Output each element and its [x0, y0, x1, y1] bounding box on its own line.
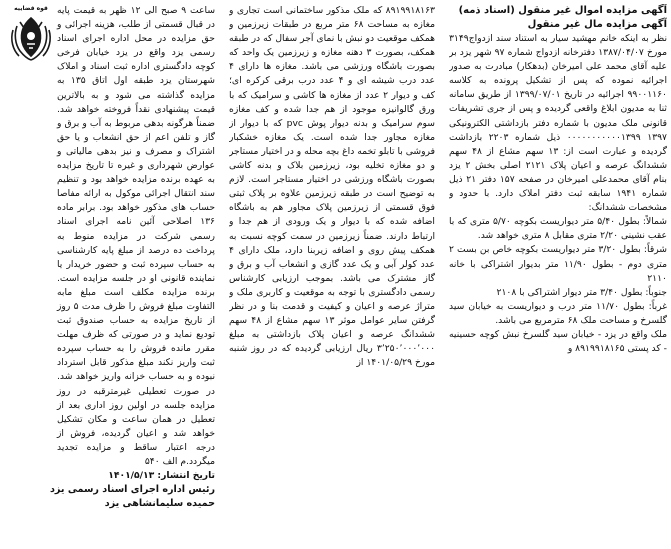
judiciary-emblem-icon: [6, 4, 56, 64]
logo-caption: قوه قضاییه: [14, 5, 48, 12]
notice-body-left: ساعت ۹ صبح الی ۱۲ ظهر به قیمت پایه در قبال قسمتی از طلب، هزینه اجرائی و حق مزایده در محل اداره اجرای اسناد رسمی یزد واقع در یزد خیابان فرخی کوچه دادگستری اداره ثبت اسناد و املاک شهرستان یزد طبقه اول اتاق ۱۳۵ به مزایده گذاشته می شود و به بالاترین قیمت پیشنهادی نقداً فروخته خواهد شد. ضمناً هرگونه بدهی مربوط به آب و برق و گاز و تلفن اعم از حق انشعاب و یا حق اشتراک و مصرف و نیز بدهی مالیاتی و عوارض شهرداری و غیره تا تاریخ مزایده به عهده برنده مزایده خواهد بود و تنظیم سند انتقال اجرائی موکول به ارائه مفاصا حساب های مذکور خواهد بود. برابر ماده ۱۳۶ اصلاحی آئین نامه اجرای اسناد رسمی شرکت در مزایده منوط به پرداخت ده درصد از مبلغ پایه کارشناسی به حساب سپرده ثبت و حضور خریدار یا نماینده قانونی او در جلسه مزایده است. برنده مزایده مکلف است مبلغ مابه التفاوت مبلغ فروش را ظرف مدت ۵ روز از تاریخ مزایده به حساب صندوق ثبت تودیع نماید و در صورتی که ظرف مهلت مقرر مانده فروش را به حساب سپرده ثبت واریز نکند مبلغ مذکور قابل استرداد نبوده و به حساب خزانه واریز خواهد شد. در صورت تعطیلی غیرمترقبه در روز مزایده جلسه در اولین روز اداری بعد از تعطیل در همان ساعت و مکان تشکیل خواهد شد و اعیان گردیده، فروش از درجه اعتبار ساقط و مزایده تجدید میگردد.م الف ۵۴۰: [57, 5, 215, 467]
signature-title: رئیس اداره اجرای اسناد رسمی یزد: [50, 484, 215, 496]
publish-date: تاریخ انتشار: ۱۴۰۱/۵/۱۳: [108, 470, 215, 482]
notice-title-1: آگهی مزایده اموال غیر منقول (اسناد ذمه): [458, 5, 667, 16]
notice-title-2: آگهی مزایده مال غیر منقول: [527, 19, 667, 30]
notice-column-middle: [229, 4, 435, 543]
notice-column-left: [3, 4, 215, 543]
notice-column-right: [449, 4, 667, 543]
notice-body-middle: ۸۹۱۹۹۱۸۱۶۳ که ملک مذکور ساختمانی است تجاری و مغازه به مساحت ۶۸ متر مربع در طبقات زیرزمین و همکف موقعیت دو نبش با نمای آجر سفال که در طبقه همکف، بصورت ۳ دهنه مغازه و زیرزمین یک واحد که بصورت باشگاه ورزشی می باشد. مغازه ها دارای ۴ عدد درب شیشه ای و ۴ عدد درب برقی کرکره ای؛ کف و دیوار ۲ عدد از مغازه ها کاشی و سرامیک که با ورق گالوانیزه موجود از هم جدا شده و کف مغازه سوم سرامیک و بدنه دیوار پوش pvc که با دیوار از مغازه مجاور جدا شده است. یک مغازه خشکبار فروشی با تابلو تخمه داغ بچه محله و در اختیار مستاجر و دو مغازه تخلیه بود، زیرزمین بلاک و بدنه کاشی بصورت باشگاه ورزشی در اختیار مستاجر است. لازم به توضیح است در طبقه زیرزمین علاوه بر پلاک ثبتی فوق قسمتی از زیرزمین پلاک مجاور هم به باشگاه اضافه شده که با دیوار و یک ورودی از هم جدا و ارتباط دارند. ضمناً زیرزمین در سمت کوچه نسبت به همکف پیش روی و اضافه زیربنا دارد، ملک دارای ۴ عدد کولر آبی و یک عدد گازی و انشعاب آب و برق و گاز مشترک می باشد. بموجب ارزیابی کارشناس رسمی دادگستری با توجه به موقعیت و کاربری ملک و متراژ عرصه و اعیان و کیفیت و قدمت بنا و در نظر گرفتن سایر عوامل موثر ۱۳ سهم مشاع از ۴۸ سهم ششدانگ عرصه و اعیان پلاک بازداشتی به مبلغ ۳٬۲۵۰٬۰۰۰٬۰۰۰ ریال ارزیابی گردیده که در روز شنبه مورخ ۱۴۰۱/۰۵/۲۹ از: [229, 5, 435, 369]
notice-body-right: نظر به اینکه خانم مهشید سیار به استناد سند ازدواج۳۱۴۹ مورخ ۱۳۸۷/۰۴/۰۷ دفترخانه ازدواج شماره ۹۷ شهر یزد بر علیه آقای محمد علی امیرخان (بدهکار) مبادرت به صدور اجرائیه نموده که پس از تشکیل پرونده به کلاسه ۹۹۰۰۱۱۶۰ اجرائیه در تاریخ ۱۳۹۹/۰۷/۰۱ از طریق سامانه ثنا به مدیون ابلاغ واقعی گردیده و پس از جری تشریفات قانونی ملک مدیون با شماره دفتر بازداشتی الکترونیکی ۱۳۹۷ ۰۰۰۰۰۰۰۰۰۰۰۱۳۹۹ ذیل شماره ۲۲۰۳ بازداشت گردیده و عبارت است از: ۱۳ سهم مشاع از ۴۸ سهم ششدانگ عرصه و اعیان پلاک ۲۱۲۱ اصلی بخش ۲ یزد بنام آقای محمدعلی امیرخان در صفحه ۱۵۷ دفتر ۲۱ ذیل شماره ۱۹۴۱ سابقه ثبت دفتر املاک دارد. با حدود و مشخصات ششدانگ: شمالاً: بطول ۵/۴۰ متر دیواریست بکوچه ۵/۷۰ متری که با عقب نشینی ۲/۲۰ متری مقابل ۸ متری خواهد شد. شرقاً: بطول ۳/۲۰ متر دیواریست بکوچه خاص بن بست ۲ متری دوم - بطول ۱۱/۹۰ متر بدیوار اشتراکی با خانه ۲۱۱۰ جنوباً: بطول ۳/۴۰ متر دیوار اشتراکی با ۲۱۰۸ غرباً: بطول ۱۱/۷۰ متر درب و دیواریست به خیابان سید گلسرخ و مساحت ملک ۶۸ مترمربع می باشد. ملک واقع در یزد - خیابان سید گلسرخ نبش کوچه حسینیه - کد پستی ۸۹۱۹۹۱۸۱۶۵ و: [449, 33, 667, 355]
signature-name: حمیده سلیمانشاهی یزد: [104, 498, 215, 510]
